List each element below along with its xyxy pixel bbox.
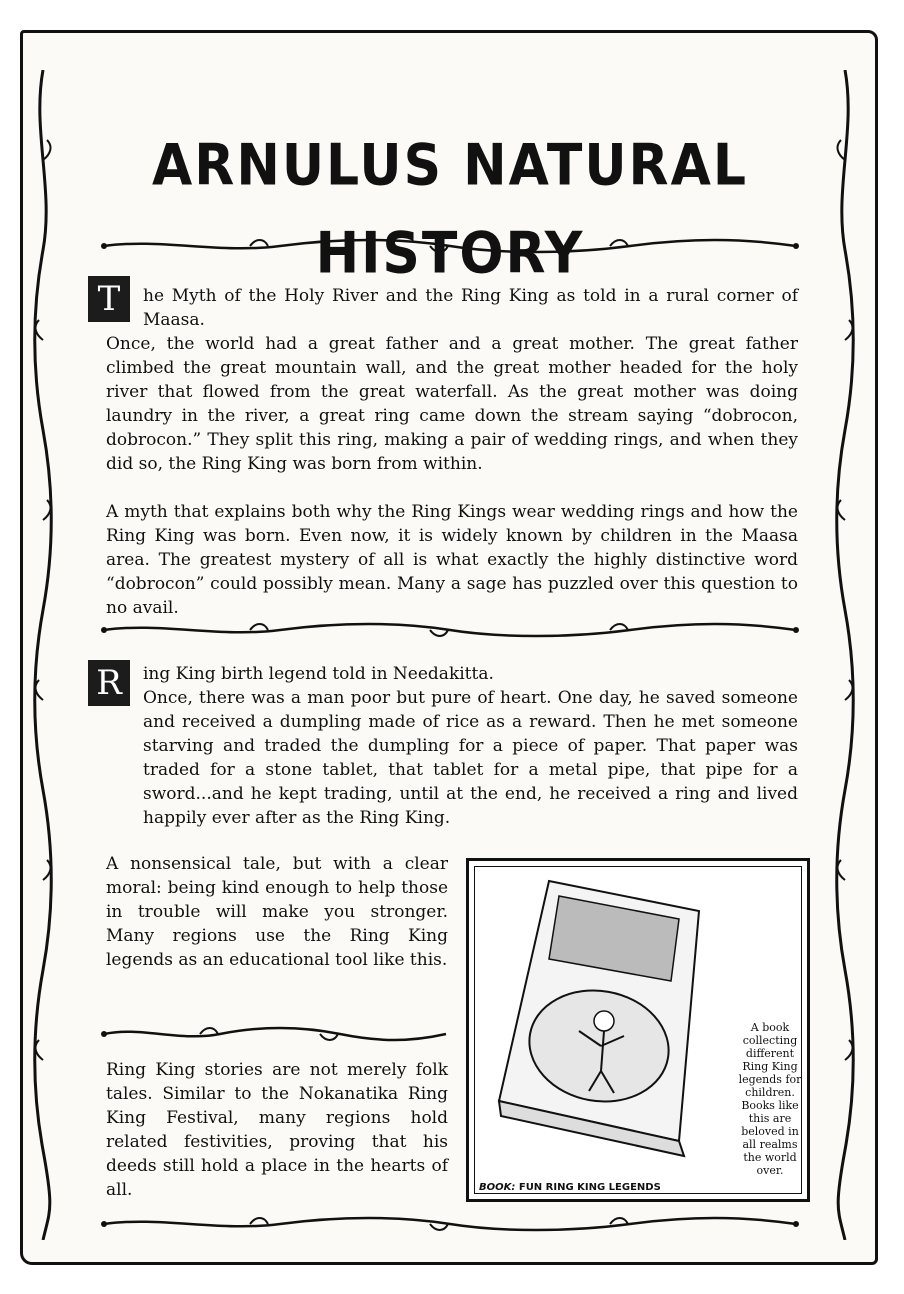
page-title: ARNULUS NATURAL HISTORY [152, 133, 748, 287]
section2-lead: ing King birth legend told in Needakitta. [143, 664, 494, 684]
section2-closing: Ring King stories are not merely folk tales. Similar to the Nokanatika Ring King Festival, many regions hold related festivities, proving that his deeds still hold a place in the hearts of all. [106, 1060, 448, 1200]
book-illustration-panel [466, 858, 810, 1202]
book-illustration [479, 871, 729, 1171]
section1-commentary: A myth that explains both why the Ring Kings wear wedding rings and how the Ring King was born. Even now, it is widely known by children in the Maasa area. The greatest mystery of all is what exactly the highly distinctive word “dobrocon” could possibly mean. Many a sage has puzzled over this question to no avail. [106, 502, 798, 618]
book-label-title: FUN RING KING LEGENDS [518, 1182, 661, 1193]
section2-text [106, 662, 798, 830]
section1-text [106, 284, 798, 620]
ornamental-divider [100, 236, 800, 256]
section1-lead: he Myth of the Holy River and the Ring King as told in a rural corner of Maasa. [143, 286, 798, 330]
book-label-prefix: BOOK: [479, 1182, 516, 1193]
ornamental-divider-short [100, 1024, 450, 1044]
book-label [479, 1182, 661, 1193]
section2-body: Once, there was a man poor but pure of heart. One day, he saved someone and received a dumpling made of rice as a reward. Then he met someone starving and traded the dumpling for a piece of paper. That paper was traded for a stone tablet, that tablet for a metal pipe, that pipe for a sword...and he kept trading, until at the end, he received a ring and lived happily ever after as the Ring King. [143, 688, 798, 828]
ornamental-divider [100, 620, 800, 640]
dropcap-r: R [88, 660, 130, 706]
dropcap-t: T [88, 276, 130, 322]
section1-body: Once, the world had a great father and a great mother. The great father climbed the great mountain wall, and the great mother headed for the holy river that flowed from the great waterfall. As the great mother was doing laundry in the river, a great ring came down the stream saying “dobrocon, dobrocon.” They split this ring, making a pair of wedding rings, and when they did so, the Ring King was born from within. [106, 334, 798, 474]
left-vine-ornament [30, 70, 56, 1240]
ornamental-divider [100, 1214, 800, 1234]
section2-commentary: A nonsensical tale, but with a clear moral: being kind enough to help those in trouble will make you stronger. Many regions use the Ring King legends as an educational tool like this. [106, 854, 448, 970]
illustration-caption: A book collecting different Ring King legends for children. Books like this are beloved in all realms the world over. [738, 1021, 802, 1177]
right-vine-ornament [832, 70, 858, 1240]
